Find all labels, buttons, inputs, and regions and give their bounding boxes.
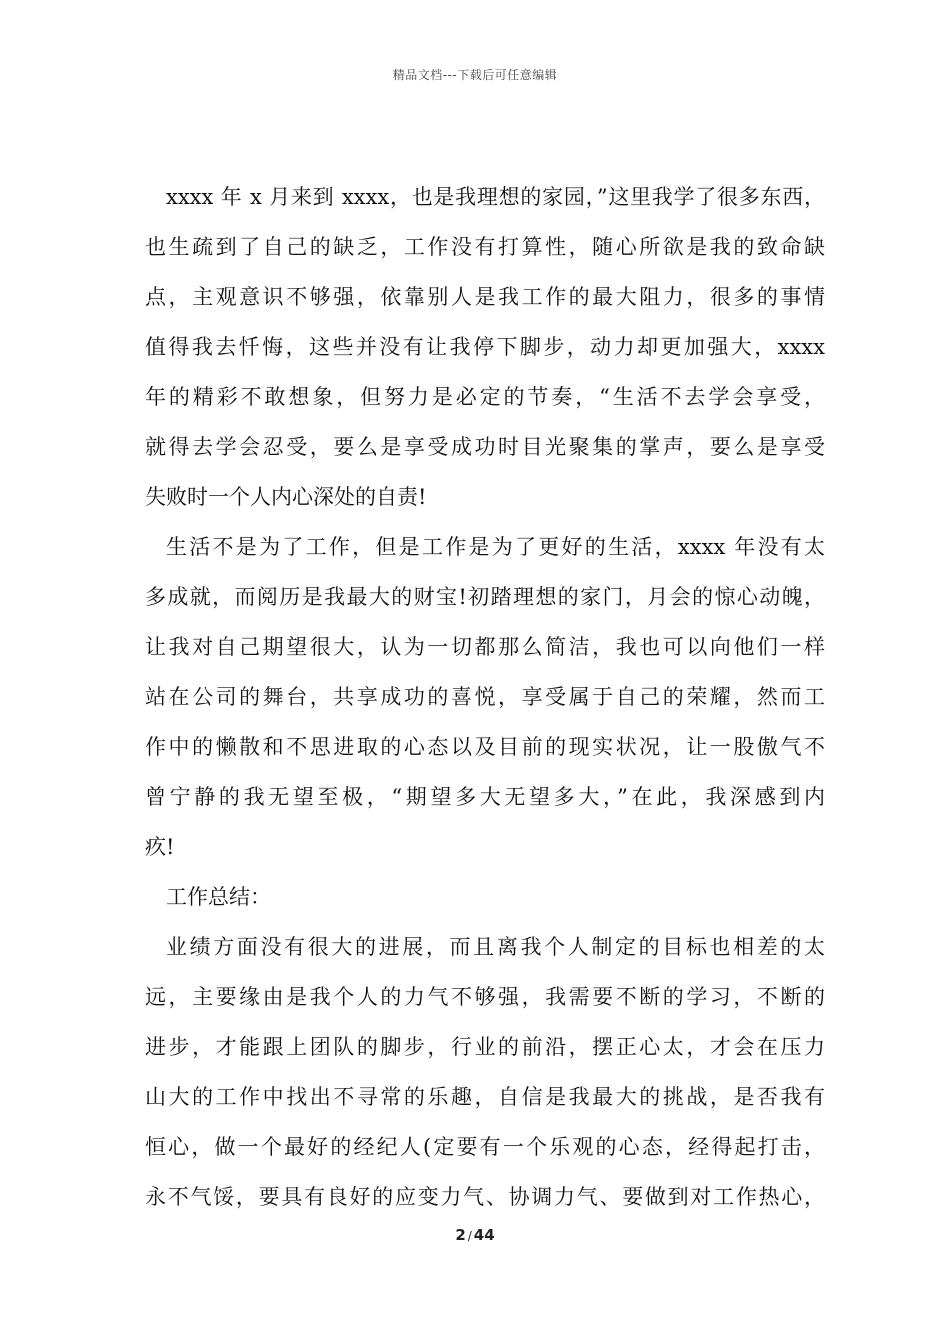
section-heading-work-summary: 工作总结： [166, 885, 271, 909]
paragraph-2-line-2: 多成就，而阅历是我最大的财宝!初踏理想的家门，月会的惊心动魄， [145, 585, 825, 609]
paragraph-1-line-5: 年的精彩不敢想象，但努力是必定的节奏，“生活不去学会享受， [145, 385, 825, 409]
page-separator: / [467, 1229, 472, 1243]
paragraph-2-line-3: 让我对自己期望很大，认为一切都那么简洁，我也可以向他们一样 [145, 635, 825, 659]
page-current: 2 [455, 1226, 466, 1244]
paragraph-1-line-4: 值得我去忏悔，这些并没有让我停下脚步，动力却更加强大，xxxx [145, 335, 825, 359]
paragraph-4-line-4: 山大的工作中找出不寻常的乐趣，自信是我最大的挑战，是否我有 [145, 1085, 825, 1109]
paragraph-1-line-6: 就得去学会忍受，要么是享受成功时目光聚集的掌声，要么是享受 [145, 435, 825, 459]
paragraph-4-line-1: 业绩方面没有很大的进展，而且离我个人制定的目标也相差的太 [166, 935, 825, 959]
paragraph-2-line-7: 疚! [145, 835, 175, 859]
paragraph-2-line-4: 站在公司的舞台，共享成功的喜悦，享受属于自己的荣耀，然而工 [145, 685, 825, 709]
paragraph-1-line-2: 也生疏到了自己的缺乏，工作没有打算性，随心所欲是我的致命缺 [145, 235, 825, 259]
paragraph-2-line-1: 生活不是为了工作，但是工作是为了更好的生活，xxxx 年没有太 [166, 535, 825, 559]
paragraph-2-line-5: 作中的懒散和不思进取的心态以及目前的现实状况，让一股傲气不 [145, 735, 825, 759]
paragraph-4-line-5: 恒心，做一个最好的经纪人(定要有一个乐观的心态，经得起打击， [145, 1135, 825, 1159]
paragraph-4-line-3: 进步，才能跟上团队的脚步，行业的前沿，摆正心太，才会在压力 [145, 1035, 825, 1059]
paragraph-1-line-1: xxxx 年 x 月来到 xxxx，也是我理想的家园，”这里我学了很多东西， [166, 185, 825, 209]
page-header: 精品文档---下载后可任意编辑 [392, 68, 558, 82]
page-number [0, 1226, 950, 1244]
paragraph-2-line-6: 曾宁静的我无望至极，“期望多大无望多大，”在此，我深感到内 [145, 785, 825, 809]
paragraph-4-line-2: 远，主要缘由是我个人的力气不够强，我需要不断的学习，不断的 [145, 985, 825, 1009]
document-body [145, 172, 825, 1222]
paragraph-1-line-7: 失败时一个人内心深处的自责! [145, 485, 427, 509]
paragraph-4-line-6: 永不气馁，要具有良好的应变力气、协调力气、要做到对工作热心， [145, 1185, 825, 1209]
paragraph-1-line-3: 点，主观意识不够强，依靠别人是我工作的最大阻力，很多的事情 [145, 285, 825, 309]
page-total: 44 [473, 1226, 495, 1244]
